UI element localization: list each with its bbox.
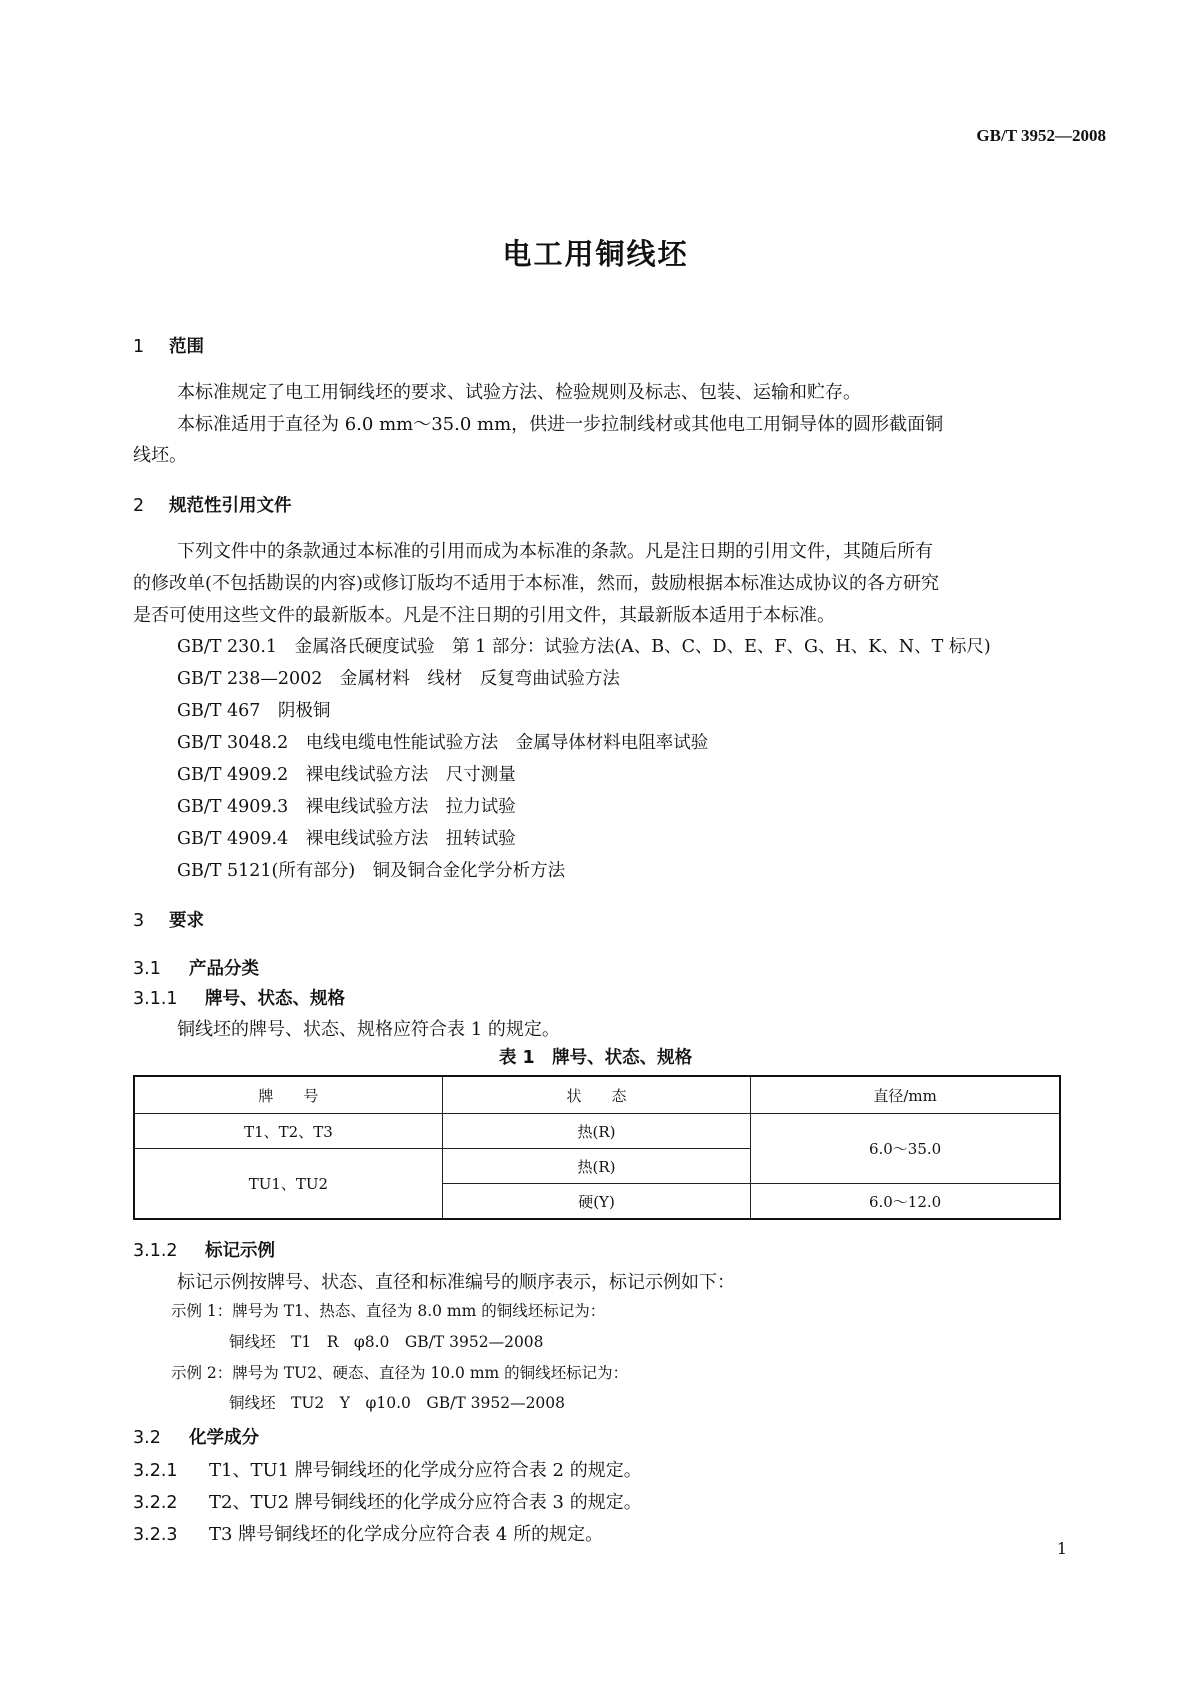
table-cell: 硬(Y) (442, 1184, 750, 1220)
subsection-3-1-heading (133, 955, 259, 980)
section-number: 1 (133, 337, 145, 357)
section-number: 3.2.3 (133, 1525, 178, 1545)
table-1-caption: 表 1 牌号、状态、规格 (498, 1048, 693, 1068)
table-cell: T1、T2、T3 (134, 1114, 442, 1149)
reference-item: GB/T 4909.3 裸电线试验方法 拉力试验 (177, 797, 516, 817)
paragraph: 标记示例按牌号、状态、直径和标准编号的顺序表示，标记示例如下： (177, 1272, 735, 1293)
section-title: 产品分类 (189, 959, 259, 979)
clause-3-2-2 (133, 1488, 642, 1514)
reference-item: GB/T 4909.4 裸电线试验方法 扭转试验 (177, 829, 516, 849)
section-number: 3.1.1 (133, 989, 178, 1009)
table-header-cell: 状 态 (442, 1076, 750, 1114)
clause-text: T1、TU1 牌号铜线坯的化学成分应符合表 2 的规定。 (209, 1460, 642, 1481)
section-number: 3.2 (133, 1428, 161, 1448)
section-number: 3.1.2 (133, 1241, 178, 1261)
clause-text: T3 牌号铜线坯的化学成分应符合表 4 所的规定。 (209, 1524, 604, 1545)
clause-3-2-1 (133, 1456, 642, 1482)
reference-item: GB/T 3048.2 电线电缆电性能试验方法 金属导体材料电阻率试验 (177, 733, 709, 753)
table-header-row (134, 1076, 1060, 1114)
section-title: 规范性引用文件 (169, 496, 292, 516)
table-cell: 热(R) (442, 1149, 750, 1184)
table-header-cell: 牌 号 (134, 1076, 442, 1114)
reference-item: GB/T 467 阴极铜 (177, 701, 331, 721)
table-1 (133, 1075, 1061, 1220)
reference-item: GB/T 4909.2 裸电线试验方法 尺寸测量 (177, 765, 516, 785)
paragraph: 下列文件中的条款通过本标准的引用而成为本标准的条款。凡是注日期的引用文件，其随后所有 (177, 541, 933, 562)
paragraph: 的修改单(不包括勘误的内容)或修订版均不适用于本标准，然而，鼓励根据本标准达成协议的各方研究 (133, 573, 940, 594)
section-number: 3.1 (133, 959, 161, 979)
paragraph: 本标准适用于直径为 6.0 mm～35.0 mm，供进一步拉制线材或其他电工用铜导体的圆形截面铜 (177, 414, 944, 435)
table-row (134, 1114, 1060, 1149)
clause-text: T2、TU2 牌号铜线坯的化学成分应符合表 3 的规定。 (209, 1492, 642, 1513)
table-cell: TU1、TU2 (134, 1149, 442, 1220)
reference-item: GB/T 230.1 金属洛氏硬度试验 第 1 部分：试验方法(A、B、C、D、E、F、G、H、K、N、T 标尺) (177, 637, 991, 657)
reference-item: GB/T 238—2002 金属材料 线材 反复弯曲试验方法 (177, 669, 620, 689)
section-number: 2 (133, 496, 145, 516)
document-title: 电工用铜线坯 (502, 237, 689, 271)
standard-number: GB/T 3952—2008 (976, 126, 1106, 145)
reference-item: GB/T 5121(所有部分) 铜及铜合金化学分析方法 (177, 861, 566, 881)
table-cell: 6.0～12.0 (751, 1184, 1060, 1220)
paragraph: 是否可使用这些文件的最新版本。凡是不注日期的引用文件，其最新版本适用于本标准。 (133, 605, 835, 626)
section-2-heading (133, 492, 292, 517)
section-3-heading (133, 907, 204, 932)
subsection-3-1-2-heading (133, 1237, 275, 1262)
table-header-cell: 直径/mm (751, 1076, 1060, 1114)
section-number: 3.2.2 (133, 1493, 178, 1513)
section-title: 要求 (169, 911, 204, 931)
page-number: 1 (1056, 1539, 1067, 1558)
paragraph: 铜线坯的牌号、状态、规格应符合表 1 的规定。 (177, 1019, 560, 1040)
example-mark: 铜线坯 T1 R φ8.0 GB/T 3952—2008 (229, 1333, 544, 1351)
section-number: 3 (133, 911, 145, 931)
table-cell: 热(R) (442, 1114, 750, 1149)
paragraph: 线坯。 (133, 445, 187, 466)
example-mark: 铜线坯 TU2 Y φ10.0 GB/T 3952—2008 (229, 1394, 566, 1412)
paragraph: 本标准规定了电工用铜线坯的要求、试验方法、检验规则及标志、包装、运输和贮存。 (177, 382, 861, 403)
section-title: 牌号、状态、规格 (205, 989, 345, 1009)
section-title: 化学成分 (189, 1428, 259, 1448)
example-label: 示例 2：牌号为 TU2、硬态、直径为 10.0 mm 的铜线坯标记为： (171, 1364, 629, 1382)
section-number: 3.2.1 (133, 1461, 178, 1481)
subsection-3-2-heading (133, 1424, 259, 1449)
subsection-3-1-1-heading (133, 985, 345, 1010)
clause-3-2-3 (133, 1520, 603, 1546)
example-label: 示例 1：牌号为 T1、热态、直径为 8.0 mm 的铜线坯标记为： (171, 1302, 606, 1320)
table-cell: 6.0～35.0 (751, 1114, 1060, 1184)
section-title: 范围 (169, 337, 204, 357)
section-title: 标记示例 (205, 1241, 275, 1261)
section-1-heading (133, 333, 204, 358)
